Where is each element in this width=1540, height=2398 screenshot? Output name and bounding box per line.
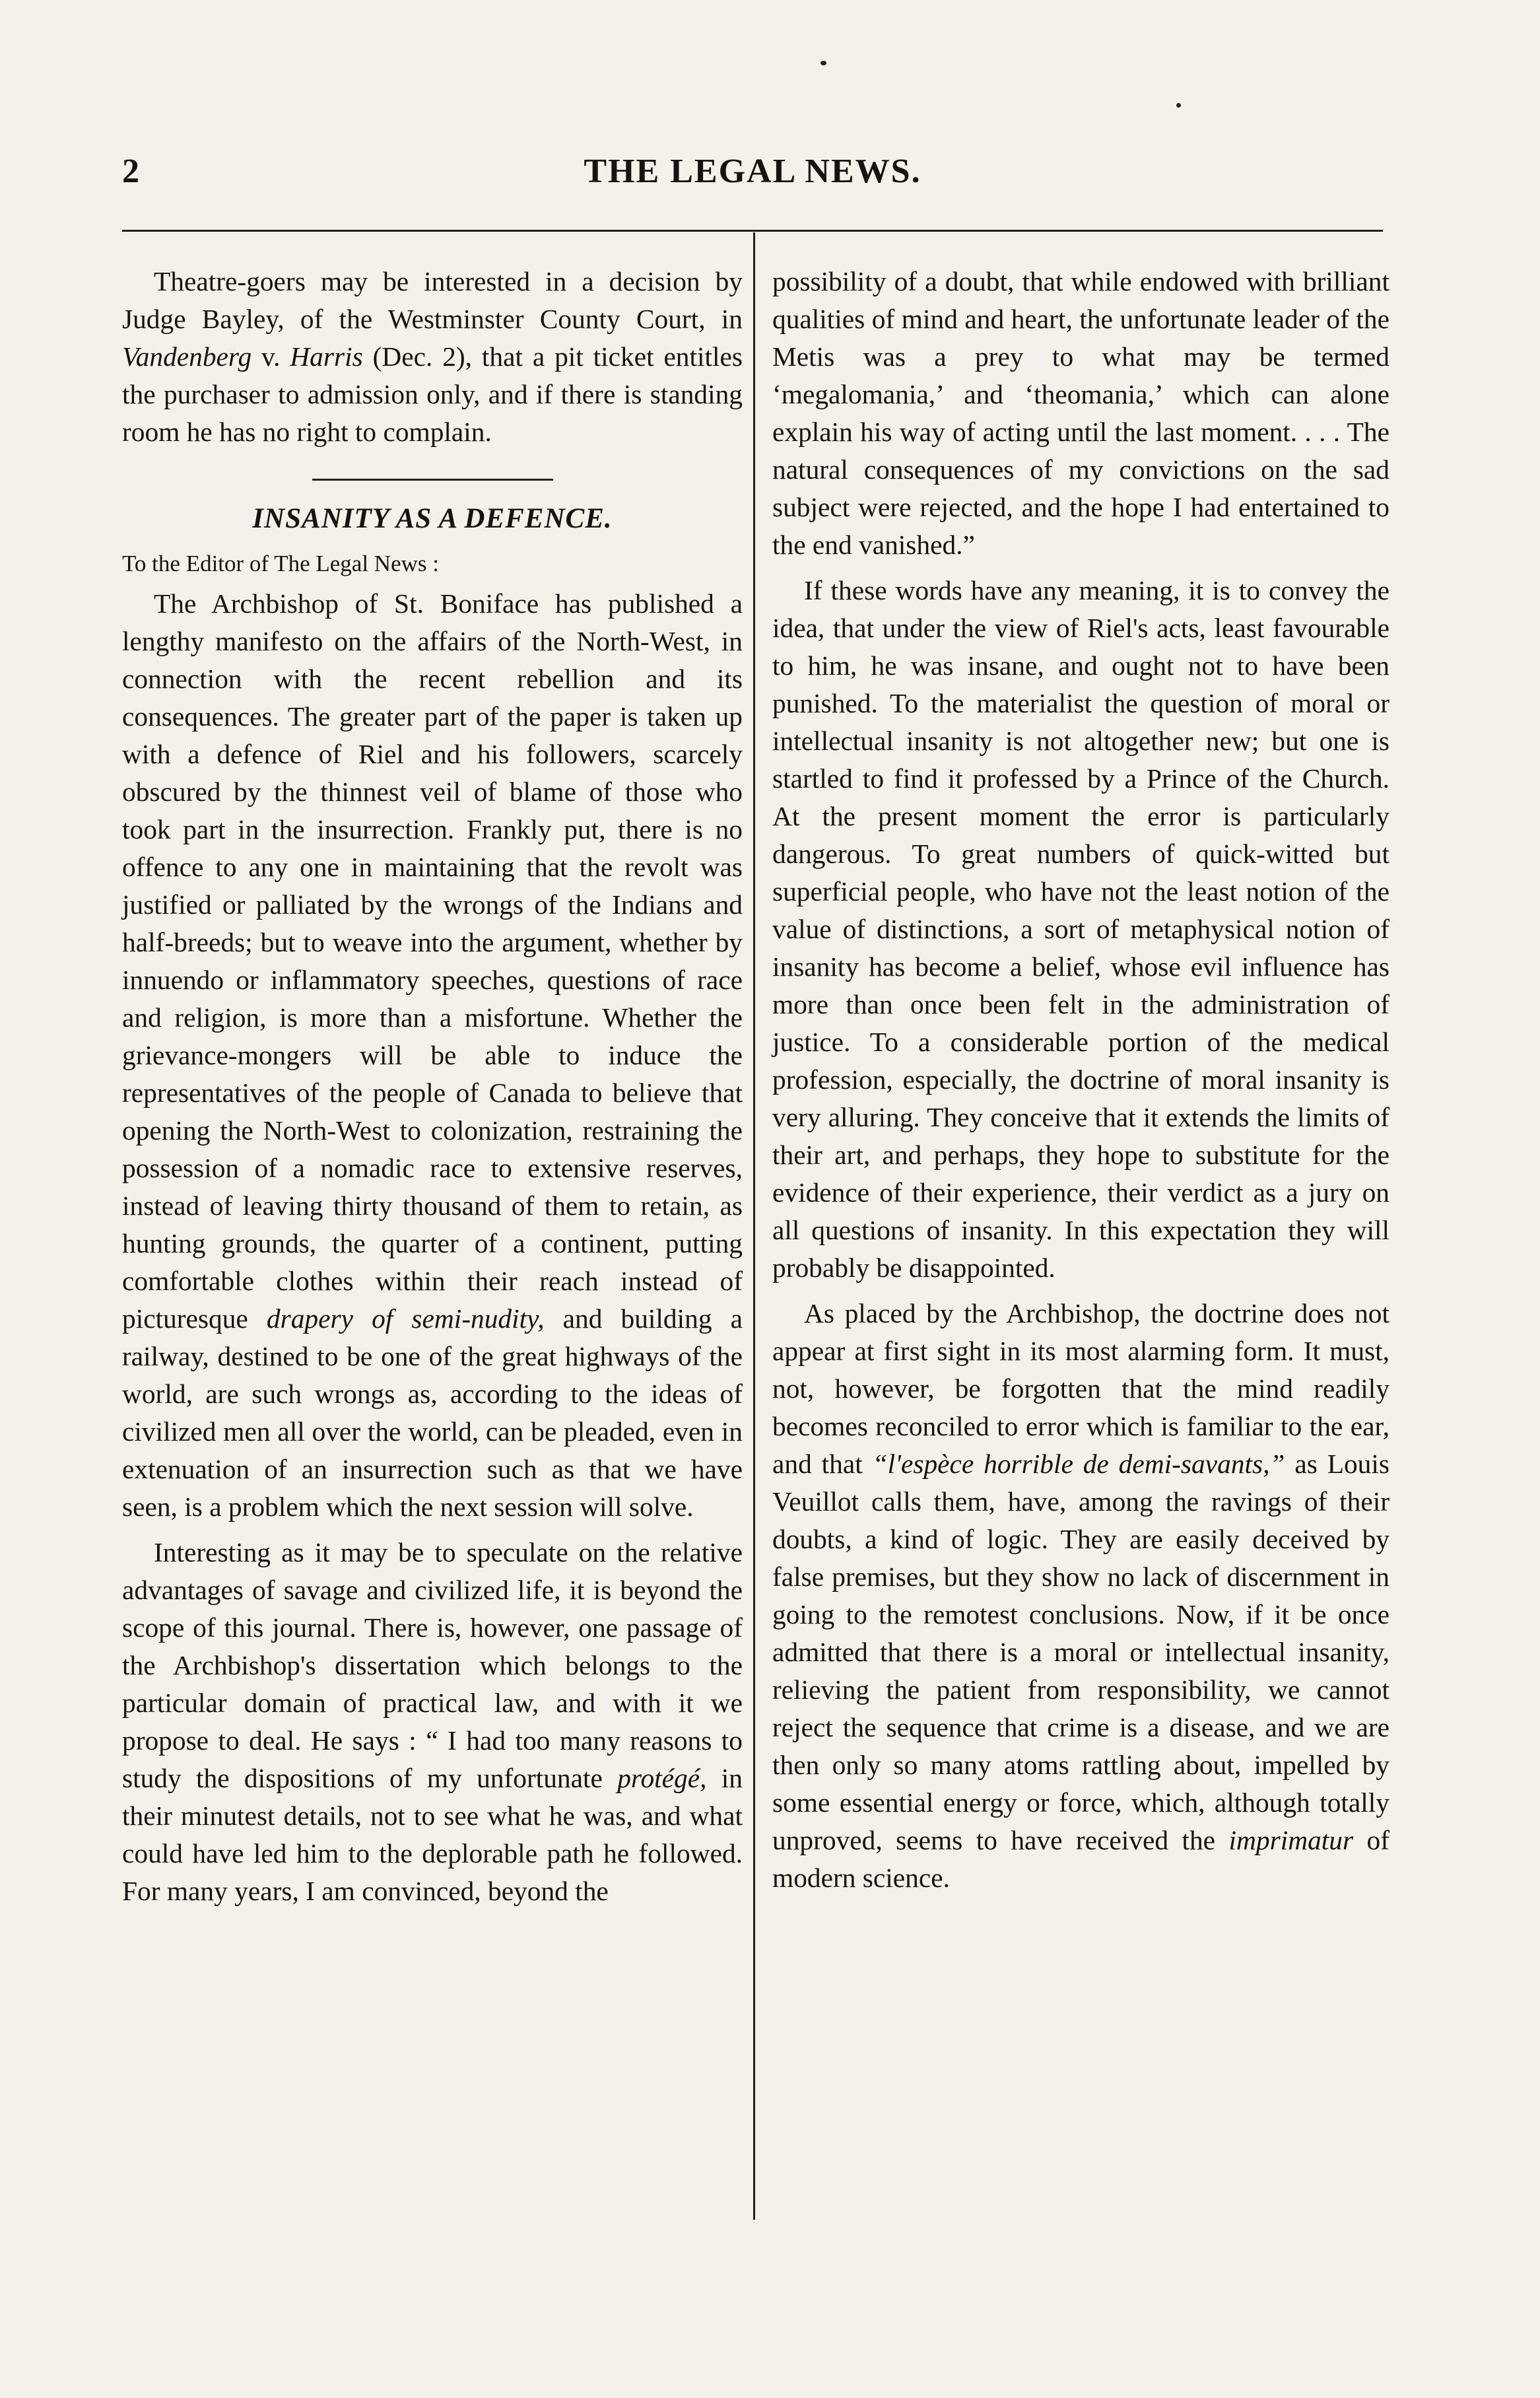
case-name-plaintiff: Vandenberg [122,341,252,372]
header-rule [122,230,1383,232]
article-paragraph-3: If these words have any meaning, it is to convey the idea, that under the view of Riel's acts, least favourable to him, he was insane, and ought not to have been punished. To the materialist the question of moral or intellectual insanity is not altogether new; but one is startled to find it professed by a Prince of the Church. At the present moment the error is particularly dangerous. To great numbers of quick-witted but superficial people, who have not the least notion of the value of distinctions, a sort of metaphysical notion of insanity has become a belief, whose evil influence has more than once been felt in the administration of justice. To a considerable portion of the medical profession, especially, the doctrine of moral insanity is very alluring. They conceive that it extends the limits of their art, and perhaps, they hope to substitute for the evidence of their experience, their verdict as a jury on all questions of insanity. In this expectation they will probably be disappointed. [772,575,1389,1283]
print-speck [1176,103,1181,108]
column-divider [753,232,755,2220]
left-column [122,263,743,1910]
article-title: INSANITY AS A DEFENCE. [252,503,613,534]
right-column [772,263,1389,1897]
salutation: To the Editor of The Legal News : [122,551,439,576]
case-name-defendant: Harris [290,341,363,372]
journal-title: THE LEGAL NEWS. [584,153,921,190]
article-paragraph-1: The Archbishop of St. Boniface has published a lengthy manifesto on the affairs of the North-West, in connection with the recent rebellion and its consequences. The greater part of the paper is taken up with a defence of Riel and his followers, scarcely obscured by the thinnest veil of blame of those who took part in the insurrection. Frankly put, there is no offence to any one in maintaining that the revolt was justified or palliated by the wrongs of the Indians and half-breeds; but to weave into the argument, whether by innuendo or inflammatory speeches, questions of race and religion, is more than a misfortune. Whether the grievance-mongers will be able to induce the representatives of the people of Canada to believe that opening the North-West to colonization, restraining the possession of a nomadic race to extensive reserves, instead of leaving thirty thousand of them to retain, as hunting grounds, the quarter of a continent, putting comfortable clothes within their reach instead of picturesque drapery of semi-nudity, and building a railway, destined to be one of the great highways of the world, are such wrongs as, according to the ideas of civilized men all over the world, can be pleaded, even in extenuation of an insurrection such as that we have seen, is a problem which the next session will solve. [122,588,743,1522]
intro-paragraph: Theatre-goers may be interested in a decision by Judge Bayley, of the Westminster County Court, in Vandenberg v. Harris (Dec. 2), that a pit ticket entitles the purchaser to admission only, and if there is standing room he has no right to complain. [122,266,743,447]
print-speck [820,61,826,65]
page-number: 2 [122,153,139,190]
page-header [122,152,1383,205]
article-paragraph-4: As placed by the Archbishop, the doctrine does not appear at first sight in its most alarming form. It must, not, however, be forgotten that the mind readily becomes reconciled to error which is familiar to the ear, and that “l'espèce horrible de demi-savants,” as Louis Veuillot calls them, have, among the ravings of their doubts, a kind of logic. They are easily deceived by false premises, but they show no lack of discernment in going to the remotest conclusions. Now, if it be once admitted that there is a moral or intellectual insanity, relieving the patient from responsibility, we cannot reject the sequence that crime is a disease, and we are then only so many atoms rattling about, impelled by some essential energy or force, which, although totally unproved, seems to have received the imprimatur of modern science. [772,1298,1390,1893]
article-paragraph-2: Interesting as it may be to speculate on the relative advantages of savage and civilized life, it is beyond the scope of this journal. There is, however, one passage of the Archbishop's dissertation which belongs to the particular domain of practical law, and with it we propose to deal. He says : “ I had too many reasons to study the dispositions of my unfortunate protégé, in their minutest details, not to see what he was, and what could have led him to the deplorable path he followed. For many years, I am convinced, beyond the [122,1537,743,1906]
section-separator [312,479,553,481]
article-paragraph-2-continued: possibility of a doubt, that while endowed with brilliant qualities of mind and heart, the unfortunate leader of the Metis was a prey to what may be termed ‘megalomania,’ and ‘theomania,’ which can alone explain his way of acting until the last moment. . . . The natural consequences of my convictions on the sad subject were rejected, and the hope I had entertained to the end vanished.” [772,266,1389,560]
